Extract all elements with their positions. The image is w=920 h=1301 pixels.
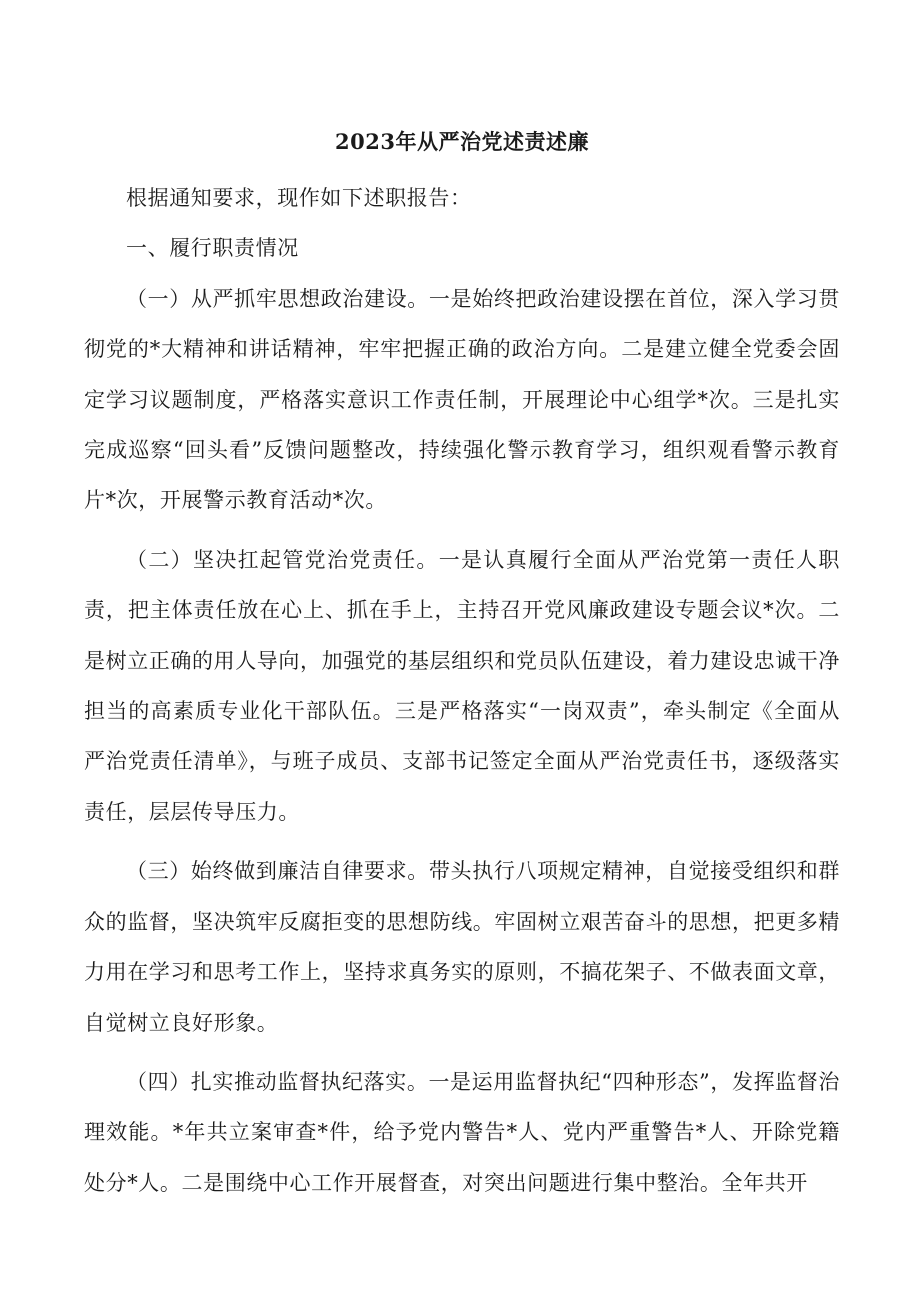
document-title: 2023年从严治党述责述廉 (335, 129, 589, 154)
paragraph-3: （三）始终做到廉洁自律要求。带头执行八项规定精神，自觉接受组织和群众的监督，坚决筑牢反腐拒变的思想防线。牢固树立艰苦奋斗的思想，把更多精力用在学习和思考工作上，坚持求真务实的原则，不搞花架子、不做表面文章，自觉树立良好形象。 (84, 859, 840, 1035)
paragraph-1: （一）从严抓牢思想政治建设。一是始终把政治建设摆在首位，深入学习贯彻党的*大精神和讲话精神，牢牢把握正确的政治方向。二是建立健全党委会固定学习议题制度，严格落实意识工作责任制，开展理论中心组学*次。三是扎实完成巡察“回头看”反馈问题整改，持续强化警示教育学习，组织观看警示教育片*次，开展警示教育活动*次。 (84, 286, 840, 513)
paragraph-4: （四）扎实推动监督执纪落实。一是运用监督执纪“四种形态”，发挥监督治理效能。*年共立案审查*件，给予党内警告*人、党内严重警告*人、开除党籍处分*人。二是围绕中心工作开展督查，对突出问题进行集中整治。全年共开 (84, 1069, 840, 1195)
section-heading: 一、履行职责情况 (126, 236, 299, 261)
intro-paragraph: 根据通知要求，现作如下述职报告： (126, 186, 472, 210)
paragraph-2: （二）坚决扛起管党治党责任。一是认真履行全面从严治党第一责任人职责，把主体责任放在心上、抓在手上，主持召开党风廉政建设专题会议*次。二是树立正确的用人导向，加强党的基层组织和党员队伍建设，着力建设忠诚干净担当的高素质专业化干部队伍。三是严格落实“一岗双责”，牵头制定《全面从严治党责任清单》，与班子成员、支部书记签定全面从严治党责任书，逐级落实责任，层层传导压力。 (84, 547, 840, 824)
